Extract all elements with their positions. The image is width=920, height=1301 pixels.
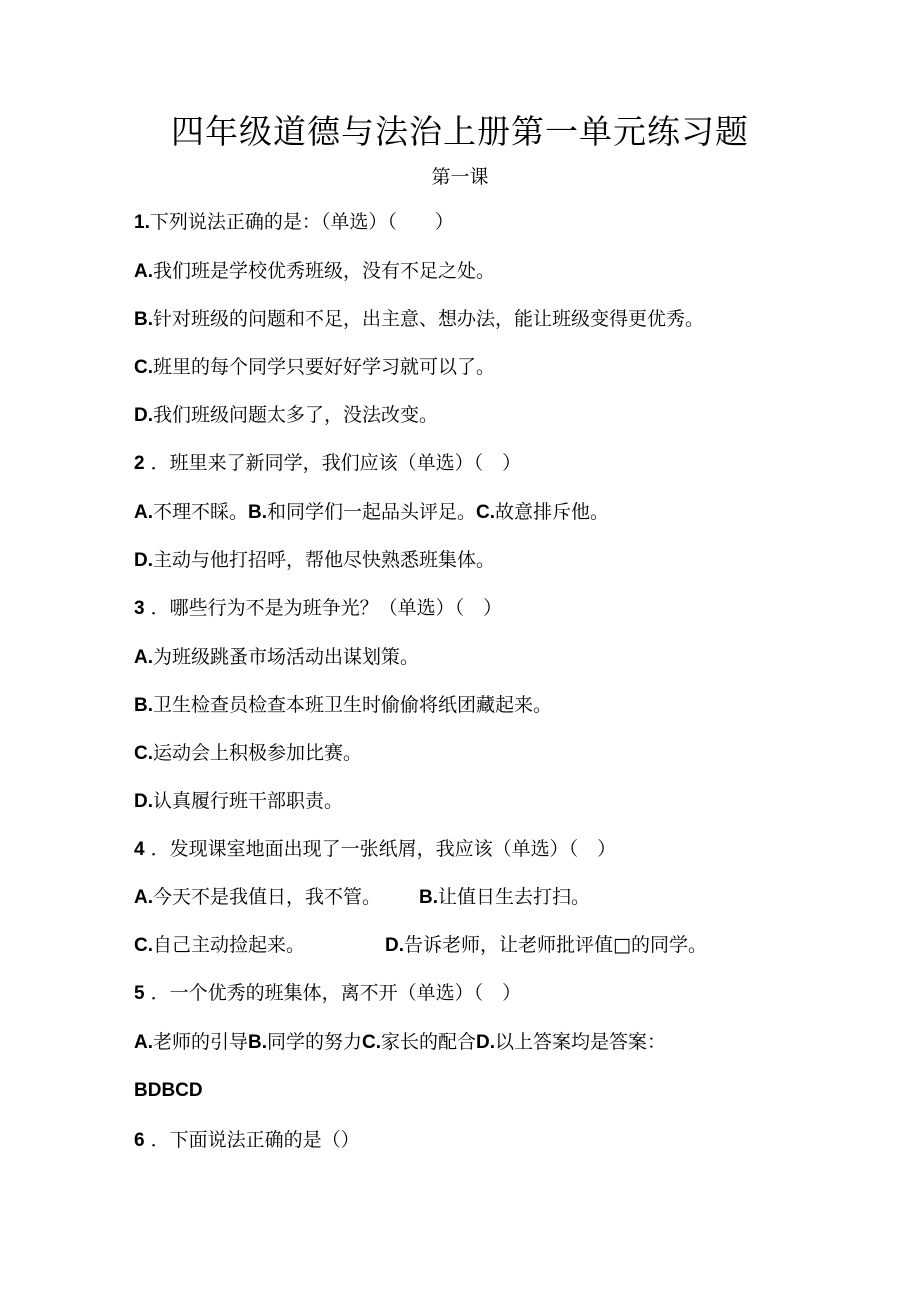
option-text: 我们班是学校优秀班级，没有不足之处。: [153, 260, 496, 282]
option-letter: C.: [134, 357, 153, 378]
option-letter: A.: [134, 1032, 153, 1053]
option-1a: [134, 259, 495, 284]
option-text: 今天不是我值日，我不管。: [153, 886, 382, 908]
lesson-subtitle: 第一课: [431, 166, 489, 188]
question-4: [134, 837, 616, 862]
options-4cd: [134, 933, 707, 958]
option-text: 同学的努力: [267, 1031, 363, 1053]
option-text: 我们班级问题太多了，没法改变。: [153, 404, 439, 426]
question-6: [134, 1128, 360, 1153]
option-text: 不理不睬。: [153, 501, 249, 523]
option-letter: C.: [134, 935, 153, 956]
option-text: 认真履行班干部职责。: [153, 790, 344, 812]
option-3b: [134, 693, 552, 718]
option-text: 自己主动捡起来。: [153, 934, 306, 956]
question-text: ．下面说法正确的是（）: [150, 1129, 360, 1151]
option-text: 针对班级的问题和不足，出主意、想办法，能让班级变得更优秀。: [153, 308, 705, 330]
option-3d: [134, 789, 343, 814]
document-title: 四年级道德与法治上册第一单元练习题: [171, 112, 749, 151]
option-2d: [134, 548, 495, 573]
question-text: ．发现课室地面出现了一张纸屑，我应该（单选）（ ）: [150, 838, 617, 860]
option-letter: D.: [134, 791, 153, 812]
option-text: 故意排斥他。: [495, 501, 610, 523]
option-letter: A.: [134, 502, 153, 523]
option-1b: [134, 307, 704, 332]
option-1d: [134, 403, 438, 428]
option-text: 以上答案均是答案：: [495, 1031, 667, 1053]
option-text: 老师的引导: [153, 1031, 249, 1053]
option-letter: A.: [134, 887, 153, 908]
option-letter: B.: [134, 309, 153, 330]
question-number: 2: [134, 453, 145, 474]
options-5abcd: [134, 1030, 666, 1055]
question-text: ．班里来了新同学，我们应该（单选）（ ）: [150, 452, 522, 474]
question-text: 下列说法正确的是：（单选）（ ）: [149, 211, 454, 233]
option-1c: [134, 355, 495, 380]
option-letter: C.: [476, 502, 496, 523]
option-letter: C.: [134, 743, 153, 764]
option-3a: [134, 645, 419, 670]
option-letter: B.: [419, 887, 439, 908]
question-2: [134, 451, 521, 476]
option-letter: A.: [134, 261, 153, 282]
answer-key: BDBCD: [134, 1080, 203, 1101]
option-text: 主动与他打招呼，帮他尽快熟悉班集体。: [153, 549, 496, 571]
option-letter: D.: [134, 550, 153, 571]
question-number: 4: [134, 839, 145, 860]
option-letter: B.: [248, 502, 268, 523]
option-text: 班里的每个同学只要好好学习就可以了。: [153, 356, 496, 378]
option-3c: [134, 741, 362, 766]
option-letter: B.: [248, 1032, 268, 1053]
option-text: 运动会上积极参加比赛。: [153, 742, 363, 764]
question-number: 1.: [134, 212, 150, 233]
question-number: 3: [134, 598, 145, 619]
option-letter: B.: [134, 695, 153, 716]
option-text: 为班级跳蚤市场活动出谋划策。: [153, 646, 420, 668]
option-text: 让值日生去打扫。: [438, 886, 591, 908]
option-letter: D.: [385, 935, 405, 956]
option-letter: C.: [362, 1032, 382, 1053]
question-text: ．一个优秀的班集体，离不开（单选）（ ）: [150, 982, 522, 1004]
question-5: [134, 981, 521, 1006]
question-number: 6: [134, 1130, 145, 1151]
option-letter: D.: [476, 1032, 496, 1053]
question-1: [134, 210, 454, 235]
option-letter: A.: [134, 647, 153, 668]
option-text: 告诉老师，让老师批评值□的同学。: [404, 934, 707, 956]
option-text: 卫生检查员检查本班卫生时偷偷将纸团藏起来。: [153, 694, 553, 716]
question-3: [134, 596, 502, 621]
option-letter: D.: [134, 405, 153, 426]
options-2abc: [134, 500, 609, 525]
question-text: ．哪些行为不是为班争光？（单选）（ ）: [150, 597, 503, 619]
option-text: 和同学们一起品头评足。: [267, 501, 477, 523]
question-number: 5: [134, 983, 145, 1004]
options-4ab: [134, 885, 590, 910]
option-text: 家长的配合: [381, 1031, 477, 1053]
